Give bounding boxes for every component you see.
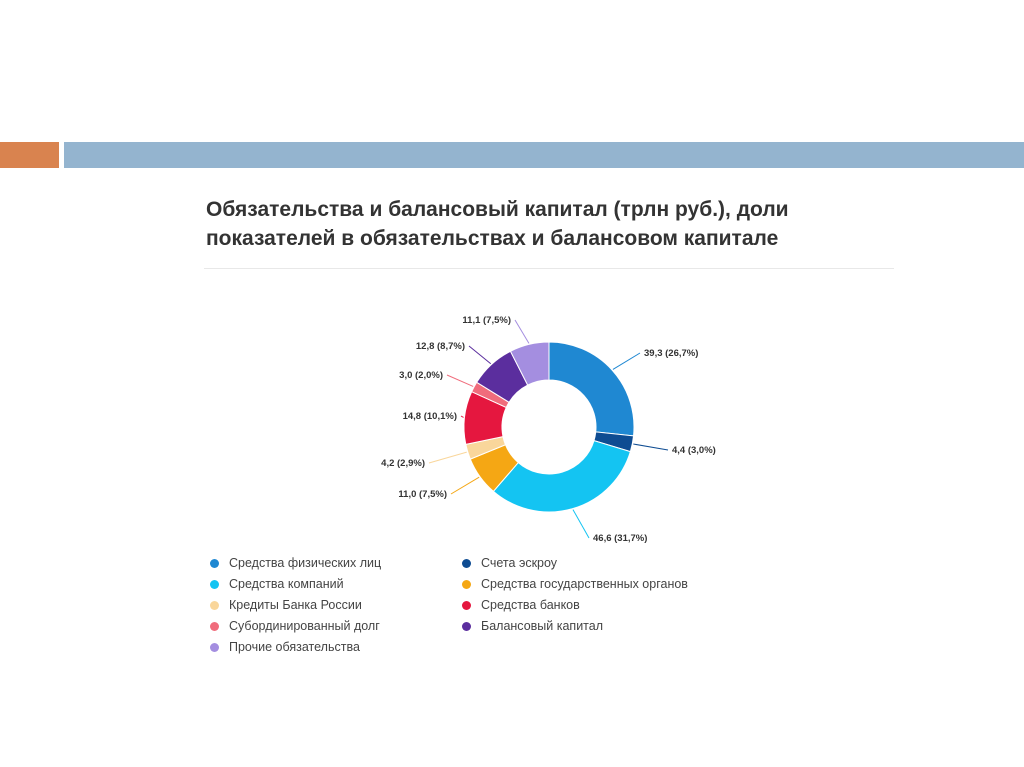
leader-line-1 xyxy=(613,353,640,369)
legend-dot-icon xyxy=(210,643,219,652)
legend-item xyxy=(210,598,362,612)
chart-title-line-1: Обязательства и балансовый капитал (трлн руб.), доли xyxy=(206,198,789,221)
legend-item xyxy=(210,640,360,654)
leader-line-3 xyxy=(573,510,589,538)
legend-label: Средства государственных органов xyxy=(481,577,688,591)
legend-item xyxy=(210,577,344,591)
legend-dot-icon xyxy=(462,622,471,631)
legend-dot-icon xyxy=(210,559,219,568)
legend-label: Средства компаний xyxy=(229,577,344,591)
legend-label: Кредиты Банка России xyxy=(229,598,362,612)
legend-item xyxy=(462,619,603,633)
legend-item xyxy=(462,556,557,570)
leader-line-5 xyxy=(429,452,467,463)
legend-label: Средства банков xyxy=(481,598,580,612)
leader-line-8 xyxy=(469,346,491,364)
legend-item xyxy=(210,556,381,570)
data-label-5: 4,2 (2,9%) xyxy=(381,458,425,469)
data-label-1: 39,3 (26,7%) xyxy=(644,348,699,359)
data-label-6: 14,8 (10,1%) xyxy=(402,411,457,422)
legend-label: Балансовый капитал xyxy=(481,619,604,633)
legend-label: Счета эскроу xyxy=(481,556,558,570)
legend-item xyxy=(210,619,380,633)
legend-label: Субординированный долг xyxy=(229,619,380,633)
legend-label: Средства физических лиц xyxy=(229,556,382,570)
data-label-4: 11,0 (7,5%) xyxy=(398,489,447,500)
legend-dot-icon xyxy=(210,580,219,589)
leader-line-2 xyxy=(633,444,668,450)
legend-dot-icon xyxy=(462,559,471,568)
legend-item xyxy=(462,577,688,591)
leader-line-9 xyxy=(515,320,529,343)
donut-slice-3 xyxy=(493,441,630,512)
legend-label: Прочие обязательства xyxy=(229,640,360,654)
legend-dot-icon xyxy=(462,580,471,589)
data-label-9: 11,1 (7,5%) xyxy=(462,315,511,326)
chart-title-line-2: показателей в обязательствах и балансовом капитале xyxy=(206,227,779,250)
legend-item xyxy=(462,598,580,612)
data-label-8: 12,8 (8,7%) xyxy=(415,341,465,352)
donut-slice-1 xyxy=(549,342,634,436)
legend-dot-icon xyxy=(210,601,219,610)
data-label-2: 4,4 (3,0%) xyxy=(672,445,716,456)
legend-dot-icon xyxy=(210,622,219,631)
data-label-3: 46,6 (31,7%) xyxy=(593,533,648,544)
leader-line-4 xyxy=(451,477,479,494)
data-label-7: 3,0 (2,0%) xyxy=(399,370,443,381)
leader-line-7 xyxy=(447,375,473,386)
leader-line-6 xyxy=(461,416,464,417)
legend-dot-icon xyxy=(462,601,471,610)
